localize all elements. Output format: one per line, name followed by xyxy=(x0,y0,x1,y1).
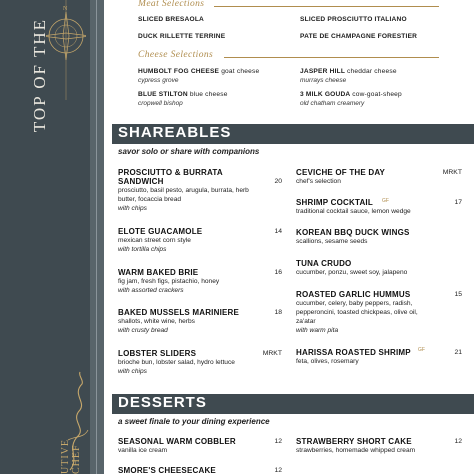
menu-item-desc: za'atar xyxy=(296,318,316,325)
menu-item-name: STRAWBERRY SHORT CAKE xyxy=(296,437,412,446)
menu-item-name: ROASTED GARLIC HUMMUS xyxy=(296,290,411,299)
svg-text:N: N xyxy=(63,6,68,12)
meat-item: DUCK RILLETTE TERRINE xyxy=(138,33,226,40)
menu-item-price: 14 xyxy=(274,228,282,235)
desserts-title: DESSERTS xyxy=(118,394,207,411)
menu-item-price: 12 xyxy=(454,438,462,445)
sidebar-divider xyxy=(96,0,97,474)
menu-item-desc: traditional cocktail sauce, lemon wedge xyxy=(296,208,411,215)
menu-item-price: 12 xyxy=(274,438,282,445)
menu-item-name: HARISSA ROASTED SHRIMP xyxy=(296,348,411,357)
menu-item-price: 12 xyxy=(274,467,282,474)
menu-item-price: 15 xyxy=(454,291,462,298)
cheese-item: 3 MILK GOUDA cow-goat-sheep xyxy=(300,91,402,98)
menu-item-desc: shallots, white wine, herbs xyxy=(118,318,195,325)
menu-item-desc: strawberries, homemade whipped cream xyxy=(296,447,416,454)
cheese-selections-title: Cheese Selections xyxy=(138,50,214,60)
restaurant-name: TOP OF THE xyxy=(30,18,49,133)
menu-item-note: with chips xyxy=(118,368,147,375)
gluten-free-badge: GF xyxy=(418,347,425,353)
gluten-free-badge: GF xyxy=(382,198,389,204)
cheese-item: HUMBOLT FOG CHEESE goat cheese xyxy=(138,68,260,75)
menu-item-price: MRKT xyxy=(442,169,462,176)
desserts-header xyxy=(112,394,474,414)
menu-item-note: with crusty bread xyxy=(118,327,168,334)
menu-item-note: with chips xyxy=(118,205,147,212)
cheese-source: cypress grove xyxy=(138,77,179,84)
menu-item-name: CEVICHE OF THE DAY xyxy=(296,168,386,177)
menu-item-name: PROSCIUTTO & BURRATA xyxy=(118,168,223,177)
cheese-source: cropwell bishop xyxy=(138,100,183,107)
menu-item-price: 17 xyxy=(454,199,462,206)
menu-item-name: ELOTE GUACAMOLE xyxy=(118,227,203,236)
cheese-item: BLUE STILTON blue cheese xyxy=(138,91,228,98)
menu-item-desc: cucumber, ponzu, sweet soy, jalapeno xyxy=(296,269,408,276)
menu-item-note: with warm pita xyxy=(296,327,339,334)
desserts-tagline: a sweet finale to your dining experience xyxy=(118,417,270,426)
menu-item-name: TUNA CRUDO xyxy=(296,259,352,268)
menu-item-desc: prosciutto, basil pesto, arugula, burrata, herb xyxy=(118,187,249,194)
menu-item-desc: mexican street corn style xyxy=(118,237,191,244)
menu-item-desc: fig jam, fresh figs, pistachio, honey xyxy=(118,278,220,285)
shareables-header xyxy=(112,124,474,144)
menu-item-name: SEASONAL WARM COBBLER xyxy=(118,437,236,446)
menu-item-name: KOREAN BBQ DUCK WINGS xyxy=(296,228,410,237)
menu-item-desc: vanilla ice cream xyxy=(118,447,168,454)
menu-item-desc: brioche bun, lobster salad, hydro lettuce xyxy=(118,359,235,366)
menu-item-desc: feta, olives, rosemary xyxy=(296,358,359,365)
meat-selections-title: Meat Selections xyxy=(138,0,205,9)
menu-item-name: WARM BAKED BRIE xyxy=(118,268,199,277)
menu-item-name: SHRIMP COCKTAIL xyxy=(296,198,373,207)
cheese-item: JASPER HILL cheddar cheese xyxy=(300,68,397,75)
meat-item: SLICED BRESAOLA xyxy=(138,16,205,23)
menu-sidebar xyxy=(0,0,90,474)
menu-item-desc: pepperoncini, toasted chickpeas, olive oil, xyxy=(296,309,418,316)
menu-item-price: 18 xyxy=(274,309,282,316)
menu-item-note: with tortilla chips xyxy=(118,246,167,253)
meat-item: PATE DE CHAMPAGNE FORESTIER xyxy=(300,33,418,40)
chef-title: UTIVE CHEF xyxy=(60,439,82,474)
menu-content xyxy=(104,0,474,474)
menu-item-desc: chef's selection xyxy=(296,178,341,185)
menu-item-name: SMORE'S CHEESECAKE xyxy=(118,466,216,475)
menu-item-price: 20 xyxy=(274,178,282,185)
shareables-title: SHAREABLES xyxy=(118,124,232,141)
menu-item-name: LOBSTER SLIDERS xyxy=(118,349,197,358)
cheese-source: old chatham creamery xyxy=(300,100,365,107)
menu-item-price: 16 xyxy=(274,269,282,276)
cheese-source: murrays cheese xyxy=(300,77,347,84)
meat-item: SLICED PROSCIUTTO ITALIANO xyxy=(300,16,407,23)
menu-item-price: MRKT xyxy=(262,350,282,357)
menu-item-name: SANDWICH xyxy=(118,177,164,186)
compass-logo-icon xyxy=(46,0,86,100)
cheese-rule xyxy=(224,57,439,58)
shareables-tagline: savor solo or share with companions xyxy=(118,147,260,156)
menu-item-desc: butter, focaccia bread xyxy=(118,196,182,203)
menu-item-price: 21 xyxy=(454,349,462,356)
meat-rule xyxy=(214,6,439,7)
menu-item-name: BAKED MUSSELS MARINIERE xyxy=(118,308,240,317)
menu-item-note: with assorted crackers xyxy=(118,287,184,294)
sidebar-strip xyxy=(90,0,104,474)
menu-item-desc: scallions, sesame seeds xyxy=(296,238,368,245)
menu-item-desc: cucumber, celery, baby peppers, radish, xyxy=(296,300,413,307)
